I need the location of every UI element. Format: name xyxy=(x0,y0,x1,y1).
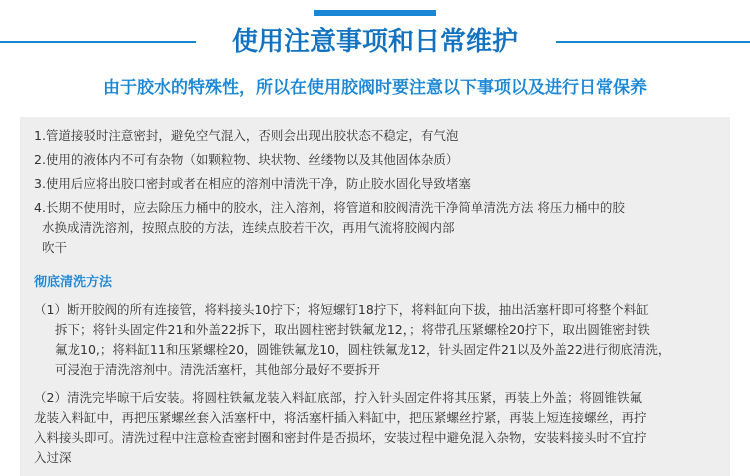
step-2-line-1: （2）清洗完毕晾干后安装。将圆柱铁氟龙装入料缸底部，拧入针头固定件将其压紧，再装上外盖；将圆锥铁氟 xyxy=(34,390,642,405)
step-2-line-4: 入过深 xyxy=(34,450,72,465)
note-4-continued: 水换成清洗溶剂，按照点胶的方法，连续点胶若干次，再用气流将胶阀内部 xyxy=(42,220,455,235)
step-1-line-2: 拆下；将针头固定件21和外盖22拆下，取出圆柱密封铁氟龙12，；将带孔压紧螺栓20拧下，取出圆锥密封铁 xyxy=(55,322,650,337)
note-4-end: 吹干 xyxy=(42,240,68,255)
step-2-line-2: 龙装入料缸中，再把压紧螺丝套入活塞杆中，将活塞杆插入料缸中，把压紧螺丝拧紧，再装上短连接螺丝，再拧 xyxy=(34,410,647,425)
page-subtitle: 由于胶水的特殊性，所以在使用胶阀时要注意以下事项以及进行日常保养 xyxy=(103,78,647,98)
page-title: 使用注意事项和日常维护 xyxy=(231,27,518,57)
note-3: 3.使用后应将出胶口密封或者在相应的溶剂中清洗干净，防止胶水固化导致堵塞 xyxy=(34,176,471,191)
step-1-line-4: 可浸泡于清洗溶剂中。清洗活塞杆，其他部分最好不要拆开 xyxy=(55,362,381,377)
note-1: 1.管道接驳时注意密封，避免空气混入，否则会出现出胶状态不稳定，有气泡 xyxy=(34,128,459,143)
step-2-line-3: 入料接头即可。清洗过程中注意检查密封圈和密封件是否损坏，安装过程中避免混入杂物，安装料接头时不宜拧 xyxy=(34,430,647,445)
note-2: 2.使用的液体内不可有杂物（如颗粒物、块状物、丝缕物以及其他固体杂质） xyxy=(34,152,459,167)
title-accent-bar xyxy=(314,10,436,16)
step-1-line-3: 氟龙10,；将料缸11和压紧螺栓20，圆锥铁氟龙10，圆柱铁氟龙12，针头固定件21以及外盖22进行彻底清洗， xyxy=(55,342,671,357)
step-1-line-1: （1）断开胶阀的所有连接管，将料接头10拧下；将短螺钉18拧下，将料缸向下拔，抽出活塞杆即可将整个料缸 xyxy=(34,302,649,317)
section-heading: 彻底清洗方法 xyxy=(34,275,113,290)
note-4: 4.长期不使用时，应去除压力桶中的胶水，注入溶剂，将管道和胶阀清洗干净简单清洗方法 将压力桶中的胶 xyxy=(34,200,625,215)
